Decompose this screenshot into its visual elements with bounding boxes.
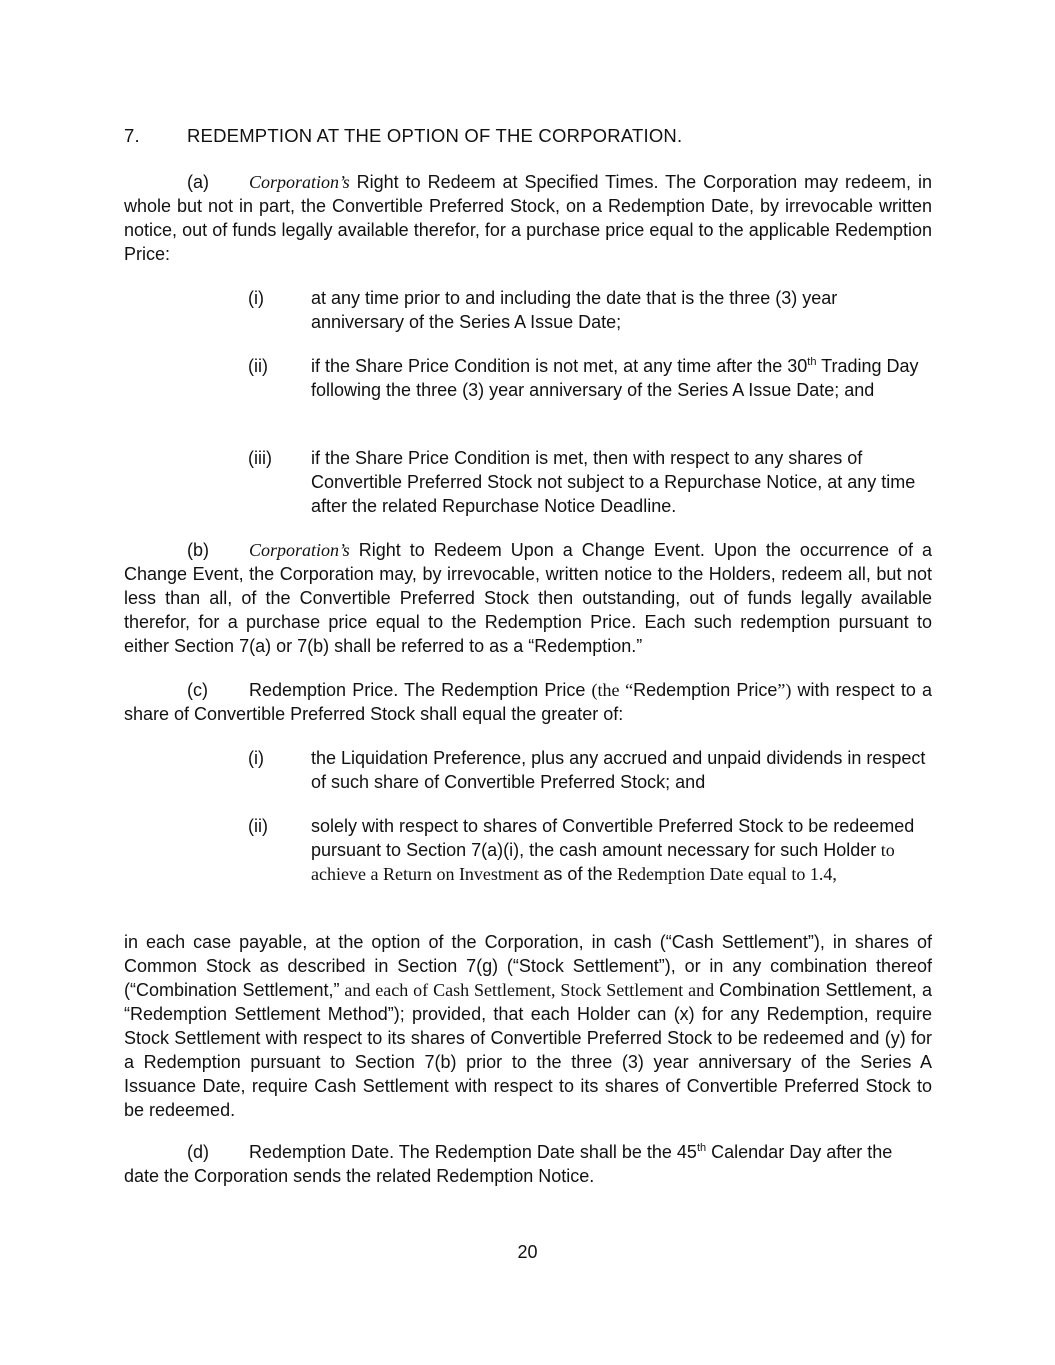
item-a-ii-label: (ii) [248,356,268,376]
item-a-iii-label: (iii) [248,448,272,468]
paragraph-c-label: (c) [187,680,208,700]
section-heading [124,124,682,148]
paragraph-d-label: (d) [187,1142,209,1162]
item-a-ii-text-pre: if the Share Price Condition is not met, at any time after the 30 [311,356,808,376]
paragraph-b-italic: Corporation’s [249,540,350,560]
paragraph-b-body: Right to Redeem Upon a Change Event. Upon the occurrence of a Change Event, the Corporation may, by irrevocable, written notice to the Holders, redeem all, but not less than all, of the Convertible Preferred Stock then outstanding, out of funds legally available therefor, for a purchase price equal to the Redemption Price. Each such redemption pursuant to either Section 7(a) or 7(b) shall be referred to as a “Redemption.” [124,540,932,656]
item-a-iii-text: if the Share Price Condition is met, then with respect to any shares of Convertible Preferred Stock not subject to a Repurchase Notice, at any time after the related Repurchase Notice Deadline. [311,448,916,516]
superscript: th [696,1142,707,1154]
item-a-ii [248,354,928,402]
item-c-ii-serif1: to achieve a Return on Investment [311,840,895,884]
paragraph-a-italic: Corporation’s [249,172,350,192]
paragraph-a-label: (a) [187,172,209,192]
item-c-i-label: (i) [248,748,264,768]
item-c-i [248,746,928,794]
item-c-ii-label: (ii) [248,816,268,836]
paragraph-d-post: Calendar Day after the date the Corporation sends the related Redemption Notice. [124,1142,893,1186]
paragraph-c-body3: with respect to a share of Convertible Preferred Stock shall equal the greater of: [124,680,932,724]
page-number: 20 [517,1242,538,1262]
paragraph-c-body1: Redemption Price. The Redemption Price [249,680,592,700]
item-a-ii-text [311,354,928,402]
item-c-ii-text2: as of the [543,864,613,884]
item-c-ii-text1: solely with respect to shares of Convertible Preferred Stock to be redeemed pursuant to Section 7(a)(i), the cash amount necessary for such Holder [311,816,915,860]
item-a-ii-text-post: Trading Day following the three (3) year anniversary of the Series A Issue Date; and [311,356,919,400]
paragraph-d-pre: Redemption Date. The Redemption Date shall be the 45 [249,1142,697,1162]
paragraph-b [124,538,932,658]
item-a-i-text: at any time prior to and including the date that is the three (3) year anniversary of the Series A Issue Date; [311,288,838,332]
superscript: th [807,356,817,368]
paragraph-a [124,170,932,266]
paragraph-c-serif2: ”) [777,680,792,700]
item-c-ii-text [311,814,928,886]
section-title: REDEMPTION AT THE OPTION OF THE CORPORATION. [187,125,683,146]
item-a-iii [248,446,928,518]
paragraph-c [124,678,932,726]
item-c-ii-serif2: Redemption Date equal to 1.4, [612,864,837,884]
paragraph-d [124,1140,932,1188]
section-number: 7. [124,125,140,146]
paragraph-b-label: (b) [187,540,209,560]
item-c-ii [248,814,928,886]
paragraph-c-continuation [124,930,932,1122]
continuation-text-2: Combination Settlement, a “Redemption Settlement Method”); provided, that each Holder can (x) for any Redemption, require Stock Settlement with respect to its shares of Convertible Preferred Stock to be redeemed and (y) for a Redemption pursuant to Section 7(b) prior to the three (3) year anniversary of the Series A Issuance Date, require Cash Settlement with respect to its shares of Convertible Preferred Stock to be redeemed. [124,980,932,1120]
item-a-i [248,286,928,334]
continuation-text-1: in each case payable, at the option of the Corporation, in cash (“Cash Settlement”), in shares of Common Stock as described in Section 7(g) (“Stock Settlement”), or in any combination thereof (“Combination Settlement,” [124,932,932,1000]
item-a-i-label: (i) [248,288,264,308]
paragraph-a-body: Right to Redeem at Specified Times. The Corporation may redeem, in whole but not in part, the Convertible Preferred Stock, on a Redemption Date, by irrevocable written notice, out of funds legally available therefor, for a purchase price equal to the applicable Redemption Price: [124,172,932,264]
continuation-serif: and each of Cash Settlement, Stock Settlement and [339,980,720,1000]
defined-term-redemption-price: Redemption Price [633,680,778,700]
paragraph-c-serif1: (the “ [591,680,634,700]
item-c-i-text: the Liquidation Preference, plus any accrued and unpaid dividends in respect of such share of Convertible Preferred Stock; and [311,748,926,792]
